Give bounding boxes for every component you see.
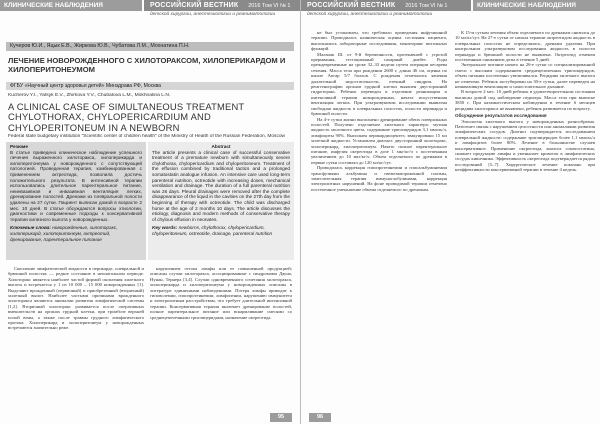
left-page-header	[0, 0, 300, 22]
section-label: КЛИНИЧЕСКИЕ НАБЛЮДЕНИЯ	[0, 0, 142, 11]
keywords-ru-text: новорожденные, хилоторакс, хилоперикард, хилоперитонеум, октреотид, дренирование, парентеральное питание	[10, 225, 118, 242]
paragraph: Скопление лимфатической жидкости в перикарде, плевральной и брюшной полостях — редкое состояние в неонатальном периоде. Хилоторакс является наиболее частой формой скопления хилезного выпота и встречается у 1 из 10 000 – 15 000 новорожденных [1]. Выделяют врожденный (первичный) и приобретенный (вторичный) хилезный выпот. Наиболее частыми причинами врожденного хилоторакса являются аномалии развития лимфатической системы [1,2]. Вторичный хилоторакс развивается после оперативных вмешательств на органах грудной клетки, при тромбозе верхней полой вены, а также после травмы грудного лимфатического протока. Хилоперикард и хилоперитонеум у новорожденных встречаются значительно реже.	[8, 266, 144, 331]
journal-title	[144, 0, 300, 11]
keywords-en-label: Key words:	[152, 225, 178, 231]
page-number-right: 96	[309, 413, 331, 422]
journal-subtitle: детской хирургии, анестезиологии и реаниматологии	[307, 12, 433, 17]
right-page-header	[301, 0, 600, 22]
right-body-column-2	[455, 30, 595, 414]
section-heading-discussion: Обсуждение результатов исследования	[455, 113, 547, 119]
keywords-en	[152, 225, 290, 236]
article-title-en: A CLINICAL CASE OF SIMULTANEOUS TREATMENT CHYLOTHORAX, CHYLOPERICARDIUM AND CHYLOPERITONEUM IN A NEWBORN	[8, 101, 245, 133]
paragraph: К 15-м суткам лечения объем отделяемого по дренажам снизился до 10 мл/кг/сут. На 27-е сутки от начала терапии октреотидом жидкость в плевральных полостях не определялась, дренажи удалены. При контрольном ультразвуковом исследовании жидкость в полости перикарда и брюшной полости не выявлена. Октреотид отменен постепенным снижением дозы в течение 5 дней.	[455, 30, 595, 63]
affiliation-en: Federal state budgetary institution "Scientific center of children health" of the Ministry of Health of the Russian Federation, Moscow	[8, 134, 285, 139]
abstract-en-heading: Abstract	[211, 144, 231, 149]
paragraph: не был установлен, что требовало проведения инфузионной терапии. Проводилась клиническая оценка состояния пациента, выполнялись лабораторные исследования, мониторинг витальных функций.	[311, 30, 447, 52]
journal-name: РОССИЙСКИЙ ВЕСТНИК	[150, 2, 239, 9]
journal-title	[301, 0, 471, 11]
paragraph: Мальчик Ш. от 9-й беременности, протекавшей с угрозой прерывания, гестационный сахарный диабет. Роды преждевременные на сроке 32–33 недели путем операции кесарева сечения. Масса тела при рождении 2600 г, длина 46 см, оценка по шкале Апгар 5/7 баллов. С рождения отмечались явления дыхательной недостаточности, отечный синдром. На рентгенографии органов грудной клетки выявлен двусторонний гидроторакс. Ребенок переведен в отделение реанимации и интенсивной терапии новорожденных, начата искусственная вентиляция легких. При ультразвуковом исследовании выявлена свободная жидкость в плевральных полостях, полости перикарда и брюшной полости.	[311, 51, 447, 117]
page-number-left: 95	[270, 413, 292, 422]
authors-en: Kucherov Y.I., Yatsyk E.V., Zhirkova Y.V., Chubatova L.M., Mokhnatina L.N.	[8, 93, 171, 98]
right-page	[300, 0, 600, 424]
journal-subtitle: детской хирургии, анестезиологии и реаниматологии	[150, 12, 276, 17]
abstract-ru-text: В статье приведено клиническое наблюдение успешного лечения выраженного хилоторакса, хилоперикарда и хилоперитонеума у новорожденного с сопутствующей патологией. Проведенная терапия, комбинированная с применением октреотида, позволила достичь положительного результата. В интенсивной терапии использовались длительное парентеральное питание, неинвазивная и инвазивная вентиляция легких, дренирование полостей. Дренажи из плевральной полости удалены на 27 сутки. Пациент выписан домой в возрасте 2 мес. 10 дней. В статье обсуждаются вопросы этиологии, диагностики и современные подходы к консервативной терапии хилезного выпота у новорожденных.	[10, 149, 142, 222]
section-label: КЛИНИЧЕСКИЕ НАБЛЮДЕНИЯ	[473, 0, 600, 11]
article-title-ru: ЛЕЧЕНИЕ НОВОРОЖДЕННОГО С ХИЛОТОРАКСОМ, ХИЛОПЕРИКАРДОМ И ХИЛОПЕРИТОНЕУМОМ	[8, 56, 286, 74]
keywords-en-text: newborns, chylothorax, chylopericardium, chyloperitoneum, octreotide, drainage, parenteral nutrition	[152, 225, 273, 236]
affiliation-ru: ФГБУ «Научный центр здоровья детей» Минздрава РФ, Москва	[6, 82, 294, 90]
keywords-ru	[10, 225, 142, 242]
journal-name: РОССИЙСКИЙ ВЕСТНИК	[307, 2, 396, 9]
left-body-column-2	[150, 266, 292, 412]
paragraph: Проводилась коррекция гипопротеинемии и гипоальбуминемии трансфузиями альбумина и свежезамороженной плазмы, заместительная терапия иммуноглобулинами, коррекция электролитных нарушений. На фоне проводимой терапии отмечено постепенное уменьшение объема отделяемого по дренажам.	[311, 165, 447, 192]
authors-ru: Кучеров Ю.И., Яцык Е.В., Жиркова Ю.В., Чубатова Л.М., Мохнатина П.Н.	[6, 42, 294, 51]
paragraph: На 4-е сутки жизни выполнено дренирование обеих плевральных полостей. Получено отделяемое хилезного характера: мутная жидкость молочного цвета, содержание триглицеридов 3,1 ммоль/л, лимфоциты 90%. Выполнен перикардиоцентез, эвакуировано 15 мл хилезной жидкости. Установлен диагноз: двусторонний хилоторакс, хилоперикард, хилоперитонеум. Начато полное парентеральное питание, инфузия октреотида в дозе 1 мкг/кг/ч с постепенным увеличением до 10 мкг/кг/ч. Объем отделяемого по дренажам в первые сутки составлял до 120 мл/кг/сут.	[311, 116, 447, 165]
right-body-column-1	[311, 30, 447, 414]
paragraph: В возрасте 2 мес. 10 дней ребенок в удовлетворительном состоянии выписан домой под наблюдение педиатра. Масса тела при выписке 3850 г. При катамнестическом наблюдении в течение 6 месяцев рецидива хилоторакса не выявлено, ребенок развивается по возрасту.	[455, 89, 595, 111]
journal-volume: 2016 Том VI № 1	[248, 3, 291, 9]
left-body-column-1	[8, 266, 144, 412]
paragraph: Энтеральное питание начато на 26-е сутки со специализированной смеси с высоким содержанием среднецепочечных триглицеридов, объем питания постепенно увеличивался. Рецидива хилезного выпота не отмечено. Ребенок экстубирован на 30-е сутки, далее переведен на неинвазивную вентиляцию и самостоятельное дыхание.	[455, 62, 595, 90]
keywords-ru-label: Ключевые слова:	[10, 225, 51, 231]
journal-volume: 2016 Том VI № 1	[405, 3, 448, 9]
paragraph: нарушением оттока лимфы или ее повышенной продукцией; описаны случаи хилоторакса, ассоциированные с синдромами Дауна, Нунан, Тернера [3,4]. Случаи одновременного сочетания хилоторакса, хилоперикарда и хилоперитонеума у новорожденных описаны в литературе единичными наблюдениями. Потеря лимфы приводит к гиповолемии, гипопротеинемии, лимфопении, нарушению иммунитета и электролитным расстройствам, что требует длительной интенсивной терапии. Консервативная терапия включает дренирование полостей, полное парентеральное питание или вскармливание смесями со среднецепочечными триглицеридами, назначение октреотида.	[150, 266, 292, 320]
abstract-en-text: The article presents a clinical case of successful conservative treatment of a premature newborn with simultaneously severe chylothorax, chylopericardium and chyloperitoneum. Treatment of the effusion combined by traditional tactics and a prolonged somatostatin analogue infusion. An intensive care used long-term parenteral nutrition, octreotide with increasing doses, mechanical ventilation and drainage. The duration of a full parenteral nutrition was 26 days. Pleural drainages were removed after the complete disappearance of the liquid in the cavities on the 27th day from the beginning of therapy with octreotide. The child was discharged home at the age of 2 months 10 days. The article discusses the etiology, diagnosis and modern methods of conservative therapy of chylous effusion in neonates.	[152, 149, 290, 222]
abstract-ru	[6, 142, 146, 260]
abstract-en	[148, 142, 294, 260]
abstract-ru-heading: Резюме	[10, 144, 28, 149]
paragraph: Этиология хилезного выпота у новорожденных разнообразна. Патогенез связан с нарушением целостности или аномалиями развития лимфатических сосудов. Диагноз подтверждается исследованием плевральной жидкости: содержание триглицеридов более 1,1 ммоль/л и лимфоцитов более 80%. Лечение в большинстве случаев консервативное. Применение октреотида, аналога соматостатина, снижает продукцию лимфы и уменьшает кровоток в лимфатических сосудах кишечника. Эффективность октреотида подтверждается рядом исследований [5–7]. Хирургическое лечение показано при неэффективности консервативной терапии в течение 4 недель.	[455, 118, 595, 173]
